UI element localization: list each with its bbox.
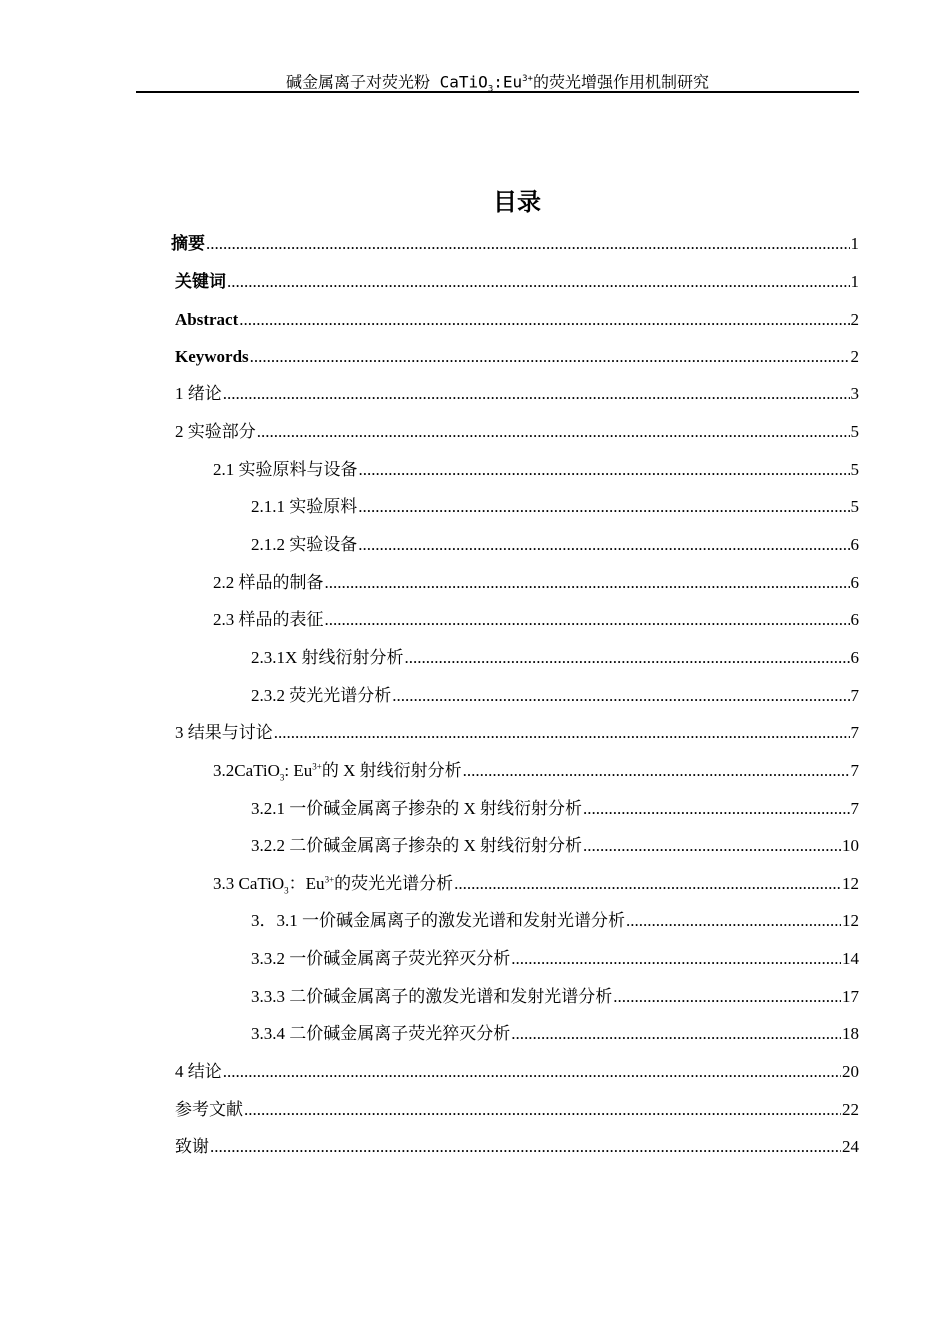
- header-title-mid: :Eu: [493, 72, 523, 92]
- toc-leader-dots: [454, 873, 841, 895]
- formula-superscript: 3+: [324, 874, 335, 885]
- header-rule: [136, 91, 859, 93]
- toc-entry-label: 2.3.1X 射线衍射分析: [251, 648, 404, 667]
- toc-leader-dots: [239, 309, 849, 331]
- toc-leader-dots: [392, 685, 849, 707]
- toc-entry-page: 7: [850, 723, 859, 742]
- toc-leader-dots: [210, 1136, 841, 1158]
- toc-entry-label: 1 绪论: [175, 384, 222, 403]
- toc-entry-2-1[interactable]: [213, 459, 859, 481]
- toc-entry-page: 12: [842, 874, 859, 893]
- toc-entry-3-3-1[interactable]: [251, 910, 859, 932]
- toc-entry-page: 20: [842, 1062, 859, 1081]
- toc-entry-2-3-1[interactable]: [251, 647, 859, 669]
- toc-leader-dots: [626, 910, 841, 932]
- toc-entry-label: 3.3.4 二价碱金属离子荧光猝灭分析: [251, 1024, 511, 1043]
- toc-entry-page: 5: [850, 422, 859, 441]
- formula-subscript: 3: [284, 885, 289, 896]
- toc-entry-page: 17: [842, 987, 859, 1006]
- toc-entry-page: 6: [850, 535, 859, 554]
- toc-entry-2-3-2[interactable]: [251, 685, 859, 707]
- toc-leader-dots: [405, 647, 850, 669]
- toc-entry-2-1-1[interactable]: [251, 496, 859, 518]
- toc-entry-acknowledgements[interactable]: [175, 1136, 859, 1158]
- toc-entry-page: 6: [850, 573, 859, 592]
- toc-entry-ch1[interactable]: [175, 383, 859, 405]
- toc-entry-page: 22: [842, 1100, 859, 1119]
- formula-part: : Eu: [284, 761, 313, 780]
- toc-entry-label: [213, 873, 453, 895]
- toc-title: 目录: [493, 188, 541, 216]
- toc-entry-page: 6: [850, 648, 859, 667]
- toc-entry-page: 5: [850, 497, 859, 516]
- toc-entry-3-3[interactable]: [213, 873, 859, 895]
- running-header: [136, 68, 859, 101]
- toc-entry-label: 3.2.2 二价碱金属离子掺杂的 X 射线衍射分析: [251, 836, 583, 855]
- toc-entry-label: 致谢: [175, 1137, 209, 1156]
- toc-leader-dots: [250, 346, 850, 368]
- formula-subscript: 3: [279, 772, 285, 783]
- toc-entry-label: 4 结论: [175, 1062, 222, 1081]
- toc-leader-dots: [583, 798, 849, 820]
- toc-leader-dots: [227, 271, 850, 293]
- toc-entry-label: 3.3.3 二价碱金属离子的激发光谱和发射光谱分析: [251, 987, 613, 1006]
- toc-entry-3-3-2[interactable]: [251, 948, 859, 970]
- toc-leader-dots: [511, 948, 841, 970]
- toc-entry-page: 12: [842, 911, 859, 930]
- toc-entry-2-2[interactable]: [213, 572, 859, 594]
- toc-entry-2-1-2[interactable]: [251, 534, 859, 556]
- toc-entry-label: 3.2.1 一价碱金属离子掺杂的 X 射线衍射分析: [251, 799, 583, 818]
- toc-entry-page: 1: [850, 234, 859, 253]
- toc-entry-page: 2: [850, 347, 859, 366]
- toc-entry-ch2[interactable]: [175, 421, 859, 443]
- toc-leader-dots: [583, 835, 841, 857]
- formula-part: 3.3 CaTiO: [213, 874, 285, 893]
- toc-entry-page: 10: [842, 836, 859, 855]
- toc-leader-dots: [274, 722, 850, 744]
- formula-superscript: 3+: [312, 761, 322, 772]
- toc-entry-label: [213, 760, 462, 782]
- toc-leader-dots: [244, 1099, 841, 1121]
- header-title-prefix: 碱金属离子对荧光粉 CaTiO: [286, 72, 488, 92]
- formula-part: 3.2CaTiO: [213, 761, 280, 780]
- toc-entry-page: 24: [842, 1137, 859, 1156]
- toc-entry-3-3-4[interactable]: [251, 1023, 859, 1045]
- toc-entry-page: 5: [850, 460, 859, 479]
- toc-leader-dots: [359, 459, 850, 481]
- toc-entry-page: 14: [842, 949, 859, 968]
- toc-leader-dots: [613, 986, 841, 1008]
- toc-entry-label: 2.2 样品的制备: [213, 573, 324, 592]
- toc-leader-dots: [257, 421, 850, 443]
- toc-entry-label: 2.1.1 实验原料: [251, 497, 358, 516]
- toc-entry-label: 2 实验部分: [175, 422, 256, 441]
- toc-entry-label: Abstract: [175, 310, 239, 329]
- toc-entry-3-2-1[interactable]: [251, 798, 859, 820]
- toc-leader-dots: [223, 383, 850, 405]
- toc-entry-label: 2.3 样品的表征: [213, 610, 324, 629]
- toc-entry-ch4[interactable]: [175, 1061, 859, 1083]
- toc-entry-label: 2.3.2 荧光光谱分析: [251, 686, 392, 705]
- toc-entry-keywords-cn[interactable]: [175, 271, 859, 293]
- toc-entry-label: 2.1 实验原料与设备: [213, 460, 358, 479]
- toc-entry-label: Keywords: [175, 347, 249, 366]
- toc-entry-label: 参考文献: [175, 1100, 243, 1119]
- header-title-suffix: 的荧光增强作用机制研究: [532, 72, 709, 92]
- toc-entry-label: 3 结果与讨论: [175, 723, 273, 742]
- toc-entry-label: 2.1.2 实验设备: [251, 535, 358, 554]
- header-title-subscript: 3: [487, 84, 494, 95]
- toc-leader-dots: [358, 496, 849, 518]
- toc-entry-3-2-2[interactable]: [251, 835, 859, 857]
- toc-entry-page: 3: [850, 384, 859, 403]
- toc-leader-dots: [223, 1061, 841, 1083]
- toc-entry-references[interactable]: [175, 1099, 859, 1121]
- header-title-superscript: 3+: [522, 74, 533, 84]
- toc-leader-dots: [325, 572, 850, 594]
- toc-entry-page: 7: [850, 686, 859, 705]
- toc-entry-label: 关键词: [175, 272, 226, 291]
- toc-entry-2-3[interactable]: [213, 609, 859, 631]
- toc-entry-page: 2: [850, 310, 859, 329]
- toc-entry-label: 3.3.2 一价碱金属离子荧光猝灭分析: [251, 949, 511, 968]
- toc-leader-dots: [511, 1023, 841, 1045]
- toc-entry-page: 18: [842, 1024, 859, 1043]
- toc-entry-page: 7: [850, 799, 859, 818]
- toc-entry-3-3-3[interactable]: [251, 986, 859, 1008]
- toc-leader-dots: [463, 760, 850, 782]
- toc-leader-dots: [325, 609, 850, 631]
- toc-entry-keywords-en[interactable]: [175, 346, 859, 368]
- toc-leader-dots: [358, 534, 849, 556]
- toc-entry-abstract-cn[interactable]: [171, 233, 859, 255]
- toc-entry-page: 1: [850, 272, 859, 291]
- formula-part: 的 X 射线衍射分析: [321, 761, 462, 780]
- formula-part: ：Eu: [288, 874, 325, 893]
- toc-entry-3-2[interactable]: [213, 760, 859, 782]
- toc-entry-ch3[interactable]: [175, 722, 859, 744]
- formula-part: 的荧光光谱分析: [334, 874, 454, 893]
- toc-entry-page: 6: [850, 610, 859, 629]
- toc-leader-dots: [206, 233, 850, 255]
- toc-entry-abstract-en[interactable]: [175, 309, 859, 331]
- toc-entry-label: 摘要: [171, 234, 205, 253]
- toc-entry-page: 7: [850, 761, 859, 780]
- toc-entry-label: 3．3.1 一价碱金属离子的激发光谱和发射光谱分析: [251, 911, 625, 930]
